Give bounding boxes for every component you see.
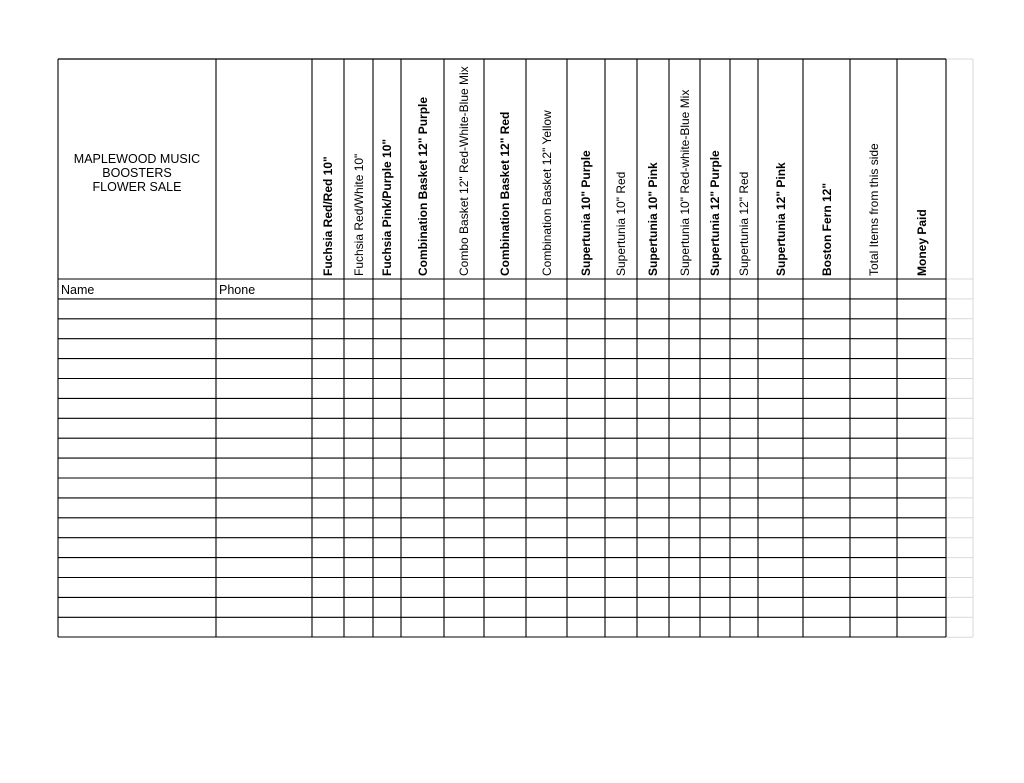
- column-header: Fuchsia Red/White 10": [351, 153, 366, 276]
- title-line-2: BOOSTERS: [102, 166, 172, 180]
- column-header: Supertunia 10" Red: [614, 171, 628, 276]
- column-header: Fuchsia Pink/Purple 10": [380, 138, 394, 276]
- column-header: Supertunia 12" Red: [737, 171, 751, 276]
- name-column-label: Name: [61, 283, 95, 297]
- column-header: Combination Basket 12" Yellow: [539, 110, 554, 276]
- column-header: Supertunia 10" Purple: [579, 150, 593, 276]
- column-header: Combination Basket 12" Purple: [415, 96, 430, 276]
- title-line-3: FLOWER SALE: [92, 180, 182, 194]
- phone-column-label: Phone: [219, 283, 256, 297]
- column-header: Fuchsia Red/Red 10": [321, 156, 335, 276]
- column-header: Total Items from this side: [866, 143, 881, 276]
- column-header: Supertunia 10" Red-white-Blue Mix: [677, 89, 692, 276]
- column-header: Supertunia 12" Purple: [708, 150, 722, 276]
- column-header: Boston Fern 12": [819, 182, 834, 276]
- column-header: Supertunia 12" Pink: [773, 162, 788, 276]
- column-header: Combo Basket 12" Red-White-Blue Mix: [457, 66, 471, 276]
- column-header: Supertunia 10" Pink: [646, 162, 660, 276]
- title-line-1: MAPLEWOOD MUSIC: [73, 152, 201, 166]
- column-header: Money Paid: [914, 209, 929, 276]
- column-header: Combination Basket 12" Red: [498, 111, 512, 276]
